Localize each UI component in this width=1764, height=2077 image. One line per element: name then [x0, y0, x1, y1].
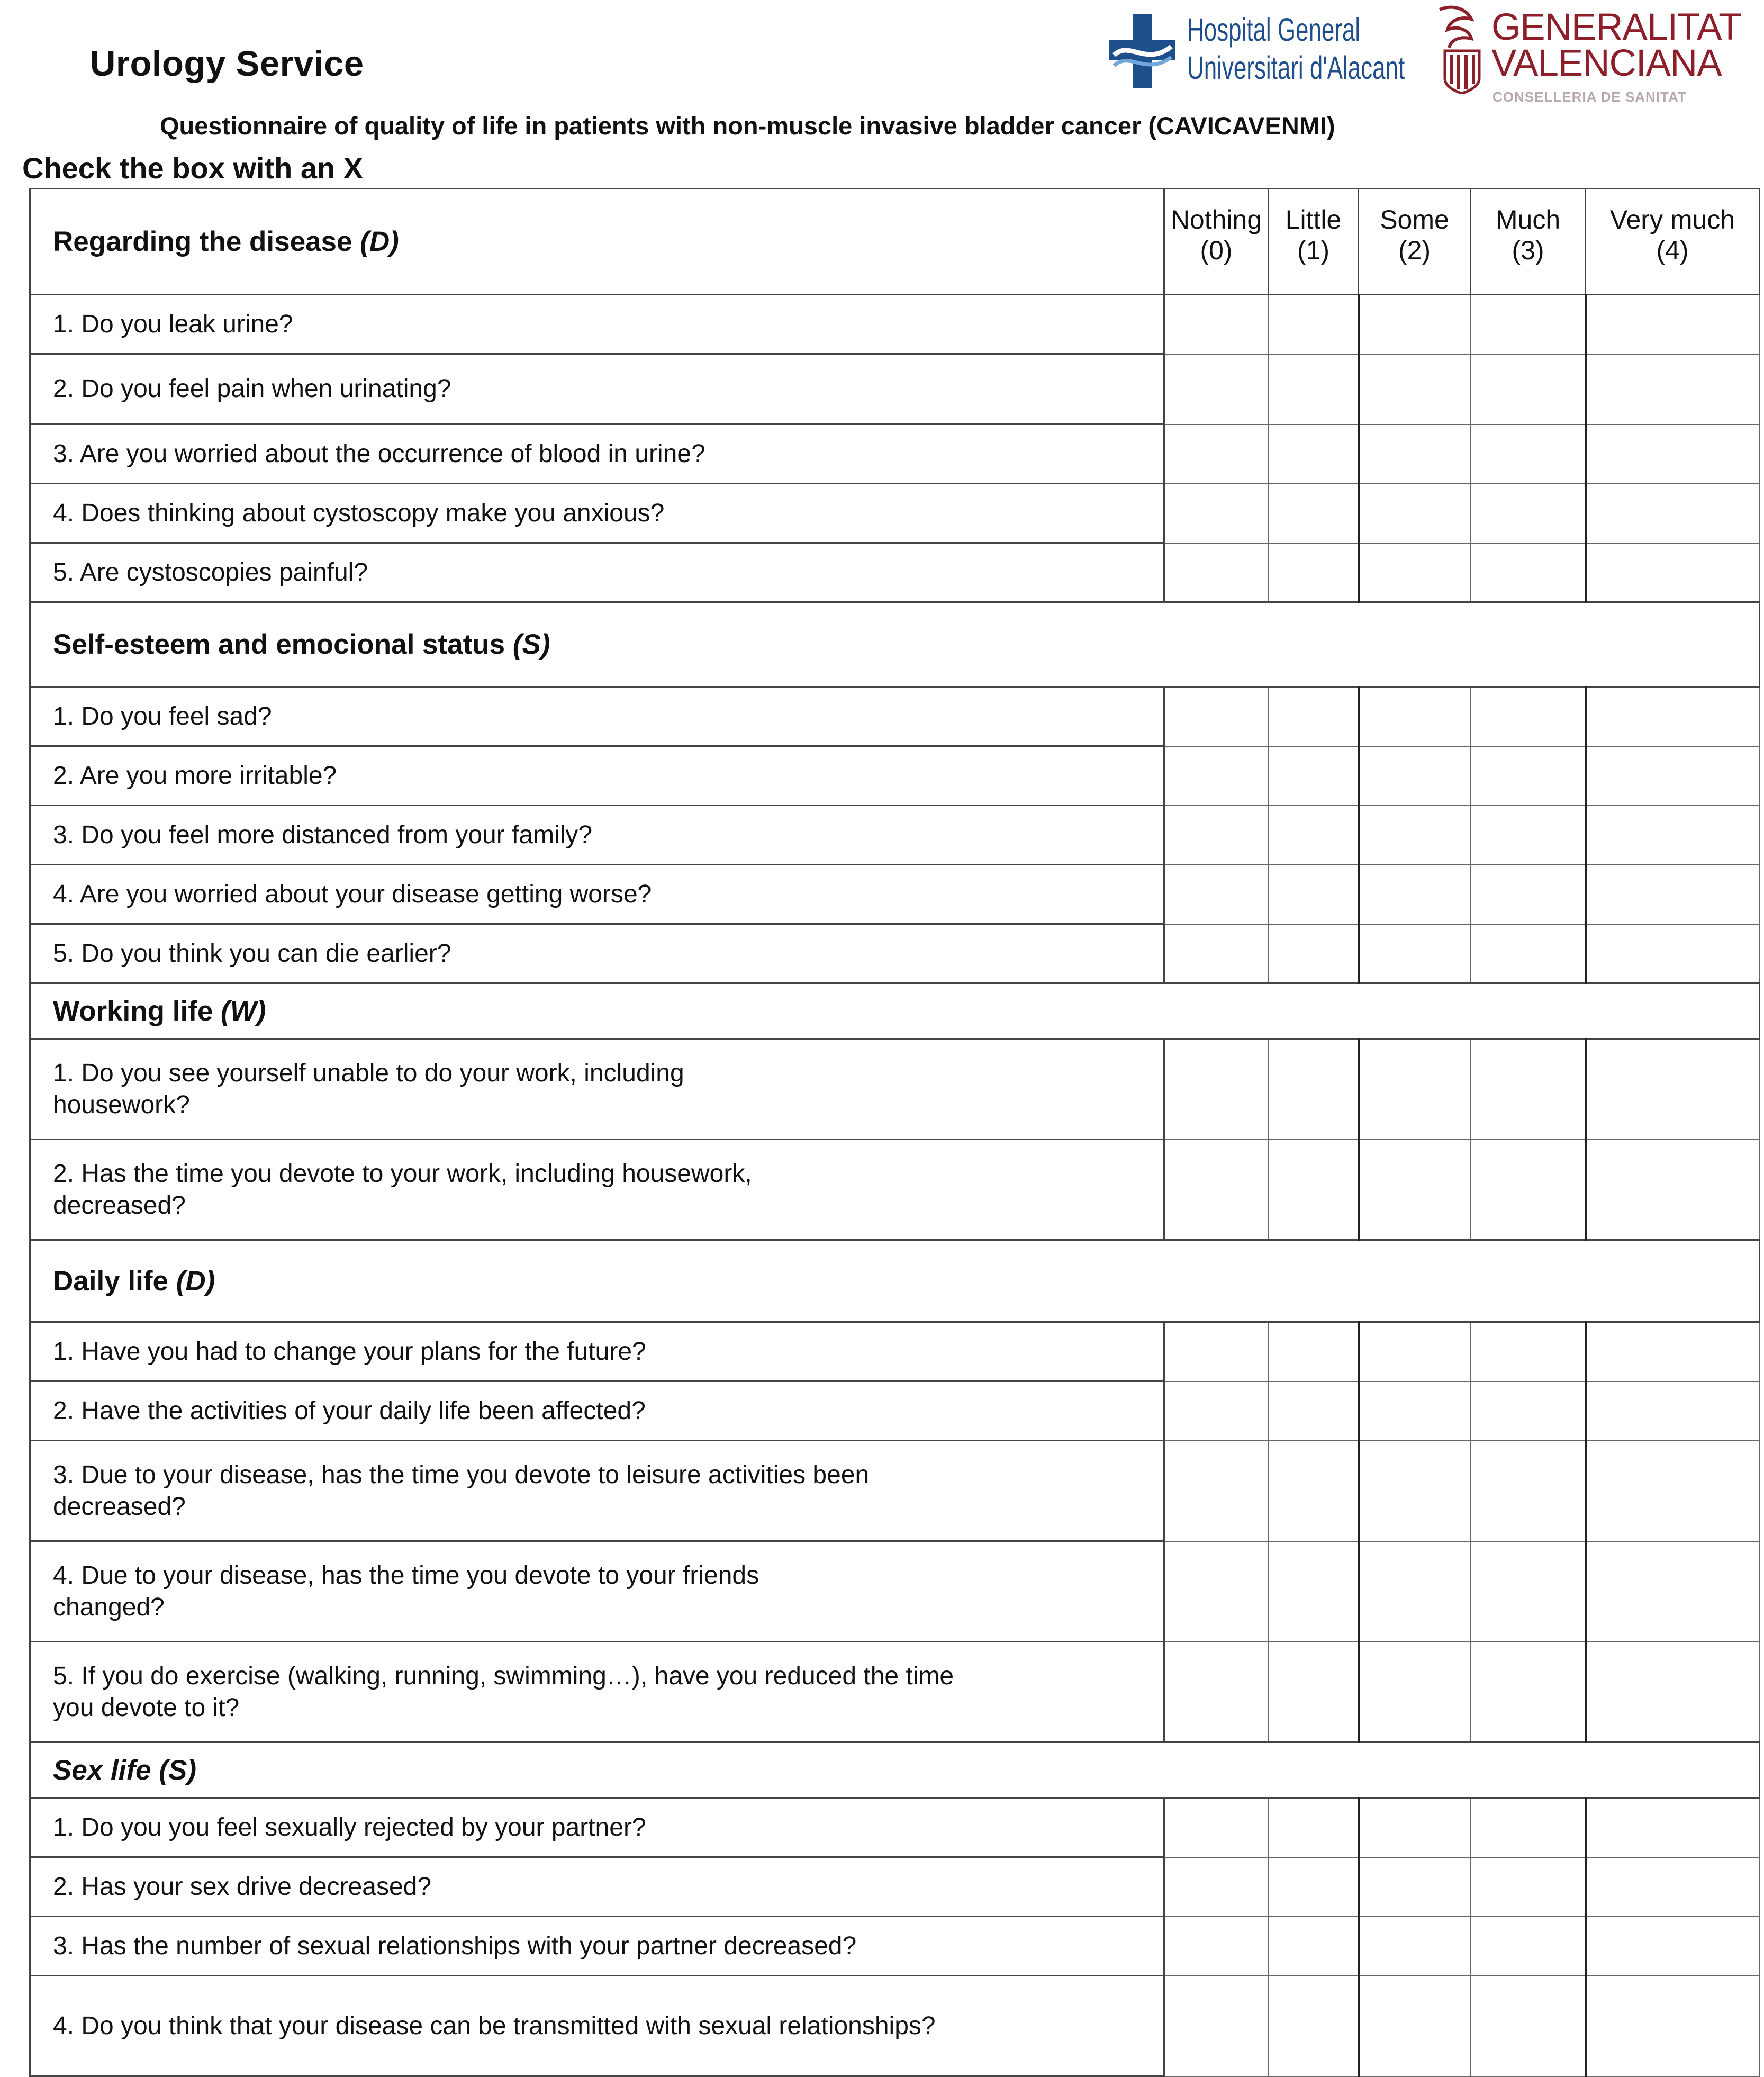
question-line: 2. Has the time you devote to your work, including housework,	[53, 1159, 752, 1188]
header-row	[30, 189, 1760, 295]
answer-box-1[interactable]	[1269, 425, 1359, 484]
question-line: 2. Has your sex drive decreased?	[53, 1872, 432, 1901]
question-row	[30, 295, 1760, 354]
scale-label: Some	[1380, 205, 1449, 234]
answer-box-0[interactable]	[1164, 806, 1269, 865]
answer-box-3[interactable]	[1471, 1140, 1586, 1240]
question-text	[30, 484, 1164, 543]
answer-box-1[interactable]	[1269, 543, 1359, 602]
question-line: decreased?	[53, 1492, 186, 1521]
answer-box-2[interactable]	[1359, 1541, 1471, 1642]
generalitat-name-line2: VALENCIANA	[1491, 42, 1722, 84]
question-text	[30, 1039, 1164, 1140]
answer-box-0[interactable]	[1164, 1381, 1269, 1441]
answer-box-4[interactable]	[1586, 1541, 1760, 1642]
answer-box-2[interactable]	[1359, 1441, 1471, 1541]
answer-box-4[interactable]	[1586, 1381, 1760, 1441]
answer-box-4[interactable]	[1586, 484, 1760, 543]
section-code: (S)	[512, 629, 550, 660]
answer-box-1[interactable]	[1269, 1541, 1359, 1642]
question-line: 1. Do you leak urine?	[53, 310, 293, 338]
answer-box-2[interactable]	[1359, 865, 1471, 924]
section-title-text: Daily life	[53, 1265, 176, 1297]
answer-box-0[interactable]	[1164, 1039, 1269, 1140]
answer-box-2[interactable]	[1359, 1322, 1471, 1381]
answer-box-1[interactable]	[1269, 354, 1359, 425]
question-row	[30, 924, 1760, 983]
section-title	[30, 983, 1760, 1039]
questionnaire-title: Questionnaire of quality of life in patients with non-muscle invasive bladder cancer (CAVICAVENMI)	[160, 112, 1335, 140]
question-row	[30, 1976, 1760, 2076]
answer-box-2[interactable]	[1359, 1917, 1471, 1976]
section-title-text: Regarding the disease	[53, 226, 360, 257]
scale-header-4	[1586, 189, 1760, 295]
answer-box-4[interactable]	[1586, 1642, 1760, 1742]
answer-box-1[interactable]	[1269, 1322, 1359, 1381]
answer-box-1[interactable]	[1269, 865, 1359, 924]
answer-box-3[interactable]	[1471, 1322, 1586, 1381]
question-row	[30, 1039, 1760, 1140]
answer-box-0[interactable]	[1164, 1322, 1269, 1381]
question-text	[30, 1381, 1164, 1441]
answer-box-2[interactable]	[1359, 1140, 1471, 1240]
answer-box-4[interactable]	[1586, 924, 1760, 983]
question-row	[30, 354, 1760, 425]
question-row	[30, 806, 1760, 865]
answer-box-2[interactable]	[1359, 1857, 1471, 1917]
section-code: (S)	[159, 1754, 196, 1786]
answer-box-0[interactable]	[1164, 543, 1269, 602]
question-line: 2. Do you feel pain when urinating?	[53, 375, 451, 403]
answer-box-2[interactable]	[1359, 1798, 1471, 1857]
question-line: 4. Are you worried about your disease getting worse?	[53, 880, 652, 908]
question-line: 1. Do you see yourself unable to do your work, including	[53, 1059, 684, 1087]
answer-box-3[interactable]	[1471, 543, 1586, 602]
question-row	[30, 1857, 1760, 1917]
answer-box-3[interactable]	[1471, 1857, 1586, 1917]
generalitat-name-line1: GENERALITAT	[1491, 6, 1741, 48]
question-line: 3. Are you worried about the occurrence of blood in urine?	[53, 439, 705, 468]
answer-box-1[interactable]	[1269, 1441, 1359, 1541]
answer-box-4[interactable]	[1586, 806, 1760, 865]
answer-box-4[interactable]	[1586, 354, 1760, 425]
answer-box-0[interactable]	[1164, 1976, 1269, 2076]
conselleria-name: CONSELLERIA DE SANITAT	[1492, 89, 1687, 105]
question-text	[30, 1441, 1164, 1541]
answer-box-0[interactable]	[1164, 1441, 1269, 1541]
answer-box-2[interactable]	[1359, 746, 1471, 806]
question-text	[30, 1642, 1164, 1742]
question-text	[30, 1140, 1164, 1240]
question-row	[30, 746, 1760, 806]
answer-box-4[interactable]	[1586, 746, 1760, 806]
question-row	[30, 865, 1760, 924]
generalitat-logo	[1429, 4, 1757, 110]
section-row	[30, 1742, 1760, 1798]
question-line: 4. Due to your disease, has the time you devote to your friends	[53, 1561, 759, 1590]
answer-box-2[interactable]	[1359, 924, 1471, 983]
answer-box-3[interactable]	[1471, 746, 1586, 806]
question-line: 1. Do you feel sad?	[53, 702, 272, 730]
section-title	[30, 1240, 1760, 1322]
answer-box-1[interactable]	[1269, 1381, 1359, 1441]
answer-box-4[interactable]	[1586, 865, 1760, 924]
answer-box-4[interactable]	[1586, 1976, 1760, 2076]
question-text	[30, 425, 1164, 484]
answer-box-0[interactable]	[1164, 425, 1269, 484]
question-line: 2. Have the activities of your daily life been affected?	[53, 1396, 646, 1425]
question-row	[30, 543, 1760, 602]
answer-box-2[interactable]	[1359, 425, 1471, 484]
answer-box-2[interactable]	[1359, 687, 1471, 746]
answer-box-1[interactable]	[1269, 687, 1359, 746]
question-row	[30, 1541, 1760, 1642]
section-row	[30, 1240, 1760, 1322]
scale-value: (0)	[1200, 236, 1233, 265]
question-row	[30, 1798, 1760, 1857]
scale-label: Very much	[1609, 205, 1735, 234]
answer-box-2[interactable]	[1359, 484, 1471, 543]
answer-box-0[interactable]	[1164, 865, 1269, 924]
answer-box-1[interactable]	[1269, 806, 1359, 865]
answer-box-4[interactable]	[1586, 1039, 1760, 1140]
answer-box-1[interactable]	[1269, 1917, 1359, 1976]
question-line: decreased?	[53, 1191, 186, 1220]
question-line: 4. Does thinking about cystoscopy make you anxious?	[53, 499, 665, 527]
question-text	[30, 924, 1164, 983]
answer-box-2[interactable]	[1359, 1381, 1471, 1441]
question-line: housework?	[53, 1090, 190, 1119]
scale-header-3	[1471, 189, 1586, 295]
question-text	[30, 295, 1164, 354]
section-title-text: Self-esteem and emocional status	[53, 629, 513, 660]
answer-box-3[interactable]	[1471, 1976, 1586, 2076]
question-row	[30, 484, 1760, 543]
answer-box-0[interactable]	[1164, 484, 1269, 543]
answer-box-4[interactable]	[1586, 1798, 1760, 1857]
answer-box-2[interactable]	[1359, 354, 1471, 425]
question-line: 5. Are cystoscopies painful?	[53, 558, 368, 586]
answer-box-1[interactable]	[1269, 1798, 1359, 1857]
answer-box-3[interactable]	[1471, 1541, 1586, 1642]
question-text	[30, 1857, 1164, 1917]
question-text	[30, 806, 1164, 865]
answer-box-4[interactable]	[1586, 1917, 1760, 1976]
answer-box-3[interactable]	[1471, 1381, 1586, 1441]
answer-box-0[interactable]	[1164, 1798, 1269, 1857]
question-text	[30, 543, 1164, 602]
answer-box-4[interactable]	[1586, 1322, 1760, 1381]
answer-box-3[interactable]	[1471, 1441, 1586, 1541]
answer-box-3[interactable]	[1471, 1798, 1586, 1857]
answer-box-0[interactable]	[1164, 746, 1269, 806]
question-line: 3. Do you feel more distanced from your family?	[53, 820, 593, 849]
question-row	[30, 1140, 1760, 1240]
answer-box-2[interactable]	[1359, 1642, 1471, 1742]
answer-box-0[interactable]	[1164, 687, 1269, 746]
hospital-logo	[1109, 11, 1405, 90]
question-text	[30, 1798, 1164, 1857]
answer-box-1[interactable]	[1269, 924, 1359, 983]
answer-box-3[interactable]	[1471, 1917, 1586, 1976]
question-row	[30, 1642, 1760, 1742]
answer-box-2[interactable]	[1359, 1039, 1471, 1140]
question-line: 3. Has the number of sexual relationships with your partner decreased?	[53, 1931, 857, 1960]
section-title	[30, 189, 1164, 295]
question-line: changed?	[53, 1593, 165, 1621]
question-text	[30, 746, 1164, 806]
answer-box-3[interactable]	[1471, 354, 1586, 425]
scale-header-2	[1359, 189, 1471, 295]
question-line: 5. Do you think you can die earlier?	[53, 939, 451, 968]
scale-label: Little	[1285, 205, 1342, 234]
question-line: 1. Do you you feel sexually rejected by your partner?	[53, 1813, 646, 1841]
question-text	[30, 1322, 1164, 1381]
answer-box-2[interactable]	[1359, 543, 1471, 602]
answer-box-4[interactable]	[1586, 425, 1760, 484]
section-code: (W)	[221, 995, 266, 1027]
question-row	[30, 1441, 1760, 1541]
scale-value: (3)	[1512, 236, 1544, 265]
answer-box-0[interactable]	[1164, 1857, 1269, 1917]
answer-box-1[interactable]	[1269, 484, 1359, 543]
answer-box-3[interactable]	[1471, 865, 1586, 924]
answer-box-3[interactable]	[1471, 295, 1586, 354]
question-text	[30, 1976, 1164, 2076]
generalitat-name	[1491, 6, 1741, 84]
answer-box-1[interactable]	[1269, 1140, 1359, 1240]
question-line: 1. Have you had to change your plans for the future?	[53, 1337, 646, 1366]
answer-box-4[interactable]	[1586, 1441, 1760, 1541]
question-line: 3. Due to your disease, has the time you devote to leisure activities been	[53, 1460, 870, 1489]
answer-box-3[interactable]	[1471, 806, 1586, 865]
section-code: (D)	[176, 1265, 215, 1297]
scale-value: (1)	[1297, 236, 1330, 265]
answer-box-0[interactable]	[1164, 924, 1269, 983]
scale-value: (2)	[1398, 236, 1431, 265]
section-title	[30, 1742, 1760, 1798]
question-line: 2. Are you more irritable?	[53, 761, 337, 790]
answer-box-3[interactable]	[1471, 924, 1586, 983]
answer-box-3[interactable]	[1471, 1642, 1586, 1742]
answer-box-2[interactable]	[1359, 295, 1471, 354]
answer-box-3[interactable]	[1471, 687, 1586, 746]
scale-header-0	[1164, 189, 1269, 295]
instruction-text: Check the box with an X	[22, 151, 364, 185]
answer-box-0[interactable]	[1164, 1541, 1269, 1642]
answer-box-3[interactable]	[1471, 1039, 1586, 1140]
answer-box-1[interactable]	[1269, 1039, 1359, 1140]
section-title-text: Working life	[53, 995, 221, 1027]
answer-box-1[interactable]	[1269, 746, 1359, 806]
answer-box-0[interactable]	[1164, 1917, 1269, 1976]
page-title: Urology Service	[90, 44, 364, 84]
question-text	[30, 354, 1164, 425]
question-row	[30, 687, 1760, 746]
hospital-name-line1: Hospital General	[1187, 12, 1361, 48]
question-row	[30, 1917, 1760, 1976]
answer-box-0[interactable]	[1164, 1642, 1269, 1742]
answer-box-0[interactable]	[1164, 295, 1269, 354]
question-line: you devote to it?	[53, 1693, 240, 1722]
section-title	[30, 602, 1760, 687]
question-line: 5. If you do exercise (walking, running, swimming…), have you reduced the time	[53, 1661, 954, 1690]
answer-box-0[interactable]	[1164, 1140, 1269, 1240]
question-text	[30, 687, 1164, 746]
scale-value: (4)	[1656, 236, 1689, 265]
generalitat-emblem-icon	[1429, 4, 1485, 94]
hospital-cross-icon	[1109, 14, 1175, 88]
answer-box-3[interactable]	[1471, 425, 1586, 484]
answer-box-2[interactable]	[1359, 806, 1471, 865]
section-title-text: Sex life	[53, 1754, 159, 1786]
scale-header-1	[1269, 189, 1359, 295]
hospital-name	[1187, 11, 1405, 87]
answer-box-4[interactable]	[1586, 1857, 1760, 1917]
hospital-name-line2: Universitari d'Alacant	[1187, 50, 1405, 86]
question-text	[30, 865, 1164, 924]
scale-label: Much	[1495, 205, 1561, 234]
answer-box-1[interactable]	[1269, 295, 1359, 354]
question-row	[30, 425, 1760, 484]
answer-box-0[interactable]	[1164, 354, 1269, 425]
answer-box-2[interactable]	[1359, 1976, 1471, 2076]
answer-box-1[interactable]	[1269, 1642, 1359, 1742]
question-line: 4. Do you think that your disease can be transmitted with sexual relationships?	[53, 2011, 936, 2040]
answer-box-4[interactable]	[1586, 543, 1760, 602]
answer-box-4[interactable]	[1586, 295, 1760, 354]
scale-label: Nothing	[1170, 205, 1262, 234]
answer-box-3[interactable]	[1471, 484, 1586, 543]
section-code: (D)	[360, 226, 399, 257]
questionnaire-table	[29, 188, 1760, 2077]
questionnaire-body	[30, 189, 1760, 2076]
section-row	[30, 602, 1760, 687]
answer-box-4[interactable]	[1586, 687, 1760, 746]
question-row	[30, 1381, 1760, 1441]
answer-box-4[interactable]	[1586, 1140, 1760, 1240]
question-text	[30, 1541, 1164, 1642]
section-row	[30, 983, 1760, 1039]
question-row	[30, 1322, 1760, 1381]
answer-box-1[interactable]	[1269, 1976, 1359, 2076]
answer-box-1[interactable]	[1269, 1857, 1359, 1917]
question-text	[30, 1917, 1164, 1976]
